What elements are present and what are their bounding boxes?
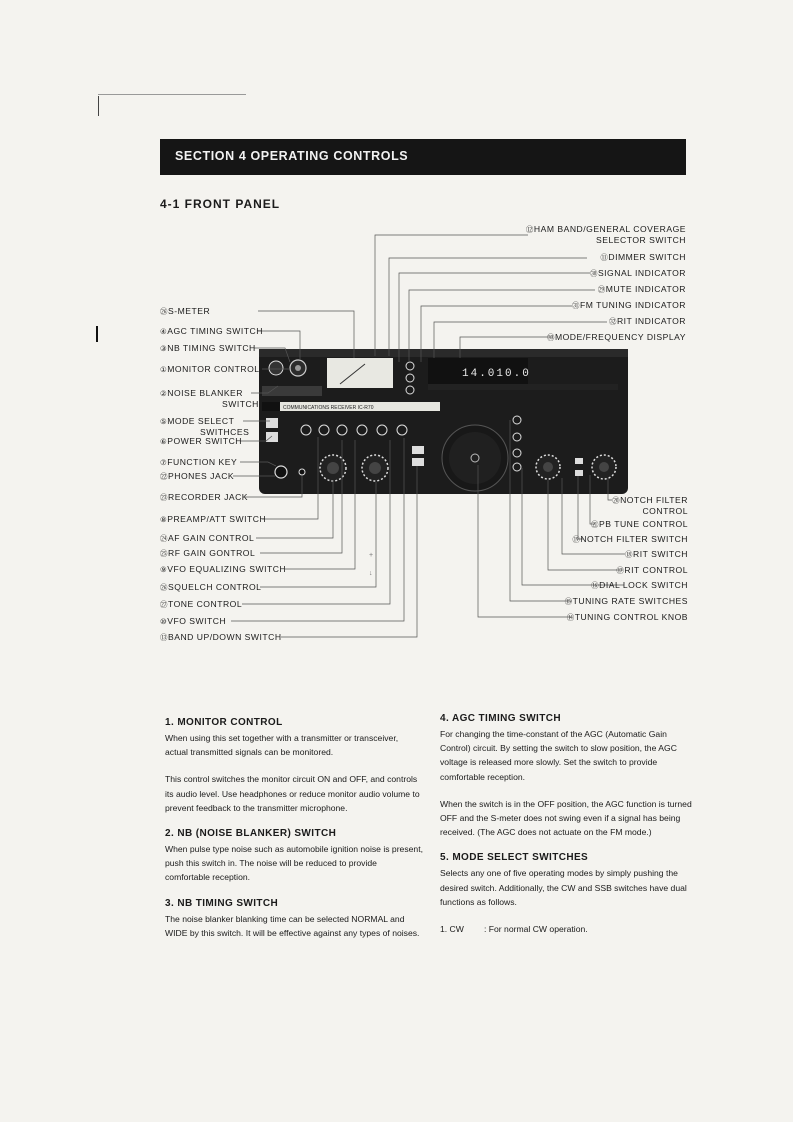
callout-vfo-equalizing: ⑨VFO EQUALIZING SWITCH (160, 564, 287, 574)
callout-rit-indicator: ㉜RIT INDICATOR (608, 316, 686, 326)
callout-dial-lock: ⑯DIAL LOCK SWITCH (591, 580, 688, 590)
section-1-title: 1. MONITOR CONTROL (165, 717, 283, 728)
section-5-item (440, 922, 698, 936)
right-column (440, 713, 698, 949)
callout-rit-control: ⑰RIT CONTROL (616, 565, 688, 575)
callout-rit-switch: ⑱RIT SWITCH (625, 549, 688, 559)
radio-photo (259, 349, 628, 494)
callout-nb-timing: ③NB TIMING SWITCH (160, 343, 256, 353)
section-4-paragraph: For changing the time-constant of the AGC (Automatic Gain Control) circuit. By setting the switch to slow position, the AGC voltage is released more slowly. Set the switch to provide comfortable reception. (440, 729, 677, 782)
callout-notch-filter-control: ⑳NOTCH FILTER CONTROL (612, 495, 688, 516)
section-2-paragraph: When pulse type noise such as automobile ignition noise is present, push this switch in. The noise will be reduced to provide comfortable reception. (165, 844, 423, 883)
item-label: 1. CW (440, 924, 464, 935)
callout-phones-jack: ㉒PHONES JACK (160, 471, 235, 481)
callout-notch-filter-switch: ⑲NOTCH FILTER SWITCH (572, 534, 688, 544)
item-text: : For normal CW operation. (484, 924, 588, 935)
callout-tuning-rate: ⑮TUNING RATE SWITCHES (564, 596, 688, 606)
callout-tuning-knob: ⑭TUNING CONTROL KNOB (566, 612, 688, 622)
callout-tone: ㉗TONE CONTROL (160, 599, 243, 609)
frequency-display: 14.010.0 (462, 368, 531, 380)
callout-monitor-control: ①MONITOR CONTROL (160, 364, 260, 374)
left-column (165, 717, 423, 953)
callout-noise-blanker: ②NOISE BLANKER SWITCH (160, 388, 259, 409)
section-1-paragraph: This control switches the monitor circuit ON and OFF, and controls its audio level. Use headphones or reduce monitor audio volume to prevent feedback to the transmitter microphone. (165, 774, 420, 813)
section-5-title: 5. MODE SELECT SWITCHES (440, 852, 589, 864)
callout-agc-timing: ④AGC TIMING SWITCH (160, 326, 263, 336)
callout-recorder-jack: ㉓RECORDER JACK (160, 492, 249, 502)
subheading: 4-1 FRONT PANEL (160, 197, 281, 211)
callout-pb-tune: ㉑PB TUNE CONTROL (591, 519, 688, 529)
callout-rf-gain: ㉕RF GAIN GONTROL (160, 548, 256, 558)
callout-mode-select: ⑤MODE SELECT SWITHCES (160, 416, 250, 437)
callout-power-switch: ⑥POWER SWITCH (160, 436, 242, 446)
callout-s-meter: ㉖S-METER (160, 306, 211, 316)
callout-fm-tuning-indicator: ㉛FM TUNING INDICATOR (572, 300, 686, 310)
callout-vfo-switch: ⑩VFO SWITCH (160, 616, 227, 626)
callout-function-key: ⑦FUNCTION KEY (160, 457, 238, 467)
svg-text:+: + (369, 552, 374, 559)
section-3-paragraph: The noise blanker blanking time can be selected NORMAL and WIDE by this switch. It will be effective against any types of noises. (165, 913, 420, 938)
callout-mute-indicator: ㉙MUTE INDICATOR (597, 284, 686, 294)
section-2-title: 2. NB (NOISE BLANKER) SWITCH (165, 828, 337, 840)
callout-mode-frequency-display: ㉝MODE/FREQUENCY DISPLAY (546, 332, 686, 342)
section-4-title: 4. AGC TIMING SWITCH (440, 713, 561, 724)
section-4-paragraph: When the switch is in the OFF position, the AGC function is turned OFF and the S-meter does not swing even if a signal has being received. (The AGC does not actuate on the FM mode.) (440, 798, 692, 838)
section-1-paragraph: When using this set together with a transmitter or transceiver, actual transmitted signals can be monitored. (165, 733, 399, 758)
model-label: COMMUNICATIONS RECEIVER IC-R70 (283, 405, 374, 411)
section-title: SECTION 4 OPERATING CONTROLS (175, 149, 409, 163)
callout-af-gain: ㉔AF GAIN CONTROL (160, 533, 255, 543)
callout-dimmer: ⑪DIMMER SWITCH (600, 252, 686, 262)
svg-text:↓: ↓ (369, 570, 373, 577)
callout-signal-indicator: ㉚SIGNAL INDICATOR (589, 268, 686, 278)
section-3-title: 3. NB TIMING SWITCH (165, 897, 279, 909)
callout-squelch: ㉖SQUELCH CONTROL (160, 582, 262, 592)
callout-band-updown: ⑬BAND UP/DOWN SWITCH (160, 632, 282, 642)
callout-ham-band: ⑫HAM BAND/GENERAL COVERAGE SELECTOR SWITCH (525, 224, 686, 245)
callout-preamp-att: ⑧PREAMP/ATT SWITCH (160, 514, 267, 524)
section-5-paragraph: Selects any one of five operating modes by simply pushing the desired switch. Additionally, the CW and SSB switches have dual functions as follows. (440, 868, 687, 907)
